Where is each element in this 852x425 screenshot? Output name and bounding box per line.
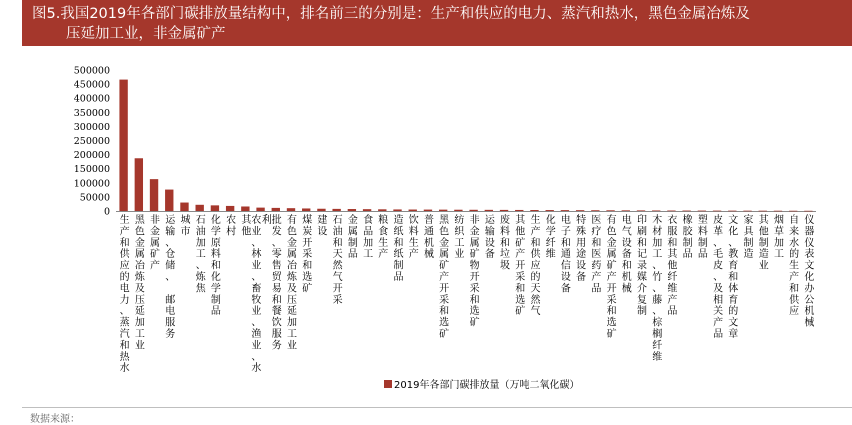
bar <box>469 210 477 211</box>
bar <box>485 210 493 211</box>
x-category-label: 仪器仪表文化办公机械 <box>804 215 815 329</box>
bar <box>165 190 173 211</box>
bar <box>637 210 645 211</box>
x-category-label: 化学原料和化学制品 <box>210 215 221 318</box>
y-tick-label: 300000 <box>73 121 110 133</box>
chart-title-line-2: 压延加工业，非金属矿产 <box>66 26 226 42</box>
bar <box>272 208 280 211</box>
bar <box>561 210 569 211</box>
bar <box>682 211 690 212</box>
y-tick-label: 500000 <box>73 65 110 77</box>
x-category-label: 衣服和其他纤维产品 <box>667 215 678 318</box>
bar <box>728 211 736 212</box>
x-category-label: 塑料制品 <box>697 215 708 261</box>
x-category-label: 印刷和记录媒介复制 <box>637 215 647 318</box>
y-tick-label: 150000 <box>73 164 110 176</box>
bar <box>759 211 767 212</box>
y-tick-label: 350000 <box>73 107 110 119</box>
y-tick-label: 0 <box>103 206 110 218</box>
x-category-label: 特殊用途设备 <box>576 215 587 283</box>
x-category-label: 文化、教育和体育的文章 <box>728 215 739 340</box>
bar <box>530 210 538 211</box>
legend-label: 2019年各部门碳排放量（万吨二氧化碳） <box>394 380 580 391</box>
bar <box>119 80 127 211</box>
bar <box>606 210 614 211</box>
bar <box>515 210 523 211</box>
x-category-label: 废料和垃圾 <box>500 215 511 272</box>
bar <box>332 209 340 211</box>
bar <box>180 203 188 211</box>
x-category-label: 食品加工 <box>363 215 374 261</box>
bar <box>591 210 599 211</box>
x-category-label: 有色金属矿产开采和选矿 <box>606 215 617 340</box>
x-category-label: 生产和供应的天然气 <box>530 215 541 318</box>
data-source-note: 数据来源： <box>30 414 80 425</box>
x-category-label: 农业、林业、畜牧业、渔业、水利 <box>251 215 272 375</box>
bar <box>789 211 797 212</box>
x-category-label: 批发、零售贸易和餐饮服务 <box>271 215 282 352</box>
bar <box>241 206 249 211</box>
x-category-label: 有色金属冶炼及压延加工业 <box>287 215 297 352</box>
x-category-label: 电子和通信设备 <box>560 215 571 295</box>
bar <box>500 210 508 211</box>
y-tick-label: 100000 <box>73 178 110 190</box>
x-category-label: 其他 <box>241 215 252 238</box>
bar <box>409 210 417 211</box>
x-category-label: 粮食生产 <box>378 215 389 261</box>
bar <box>302 208 310 211</box>
footer-divider <box>22 407 852 408</box>
bar <box>363 209 371 211</box>
bar <box>743 211 751 212</box>
x-category-label: 生产和供应的电力、蒸汽和热水 <box>119 215 130 375</box>
legend-swatch <box>384 380 392 388</box>
x-category-label: 其他矿产开采和选矿 <box>515 215 526 318</box>
legend <box>384 378 579 391</box>
bar <box>774 211 782 212</box>
y-tick-label: 250000 <box>73 136 110 147</box>
x-category-label: 运输、仓储、 邮电服务 <box>165 215 176 340</box>
bar <box>804 211 812 212</box>
bar-chart <box>0 46 852 408</box>
y-tick-label: 200000 <box>73 150 110 162</box>
bar <box>713 211 721 212</box>
x-category-label: 黑色金属冶炼及压延加工业 <box>134 215 145 352</box>
bar <box>667 211 675 212</box>
x-category-label: 非金属矿物开采和选矿 <box>469 215 480 329</box>
bar <box>150 179 158 211</box>
x-category-label: 化学纤维 <box>545 215 556 261</box>
bar <box>135 158 143 211</box>
chart-title-line-1: 图5.我国2019年各部门碳排放量结构中，排名前三的分别是：生产和供应的电力、蒸汽和热水，黑色金属冶炼及 <box>32 6 750 22</box>
bar <box>424 210 432 211</box>
bar <box>226 206 234 211</box>
bar <box>348 209 356 211</box>
x-category-label: 运输设备 <box>484 215 495 261</box>
x-category-label: 自来水的生产和供应 <box>789 215 800 318</box>
chart-title-bar <box>22 0 852 46</box>
bar <box>454 210 462 211</box>
bar <box>393 209 401 211</box>
x-category-label: 纺织工业 <box>454 215 465 261</box>
bar <box>622 210 630 211</box>
bar <box>439 210 447 211</box>
bar <box>576 210 584 211</box>
x-category-label: 橡胶制品 <box>682 215 693 261</box>
y-tick-label: 450000 <box>73 79 110 91</box>
bar <box>196 205 204 211</box>
x-category-label: 黑色金属矿产开采和选矿 <box>439 215 450 340</box>
y-tick-label: 400000 <box>73 93 110 105</box>
bar <box>287 208 295 211</box>
bar <box>546 210 554 211</box>
bar <box>317 209 325 211</box>
x-category-label: 其他制造业 <box>758 215 769 272</box>
x-category-label: 木材加工、竹、藤、棕榈纤维 <box>652 215 663 363</box>
x-category-label: 皮革、毛皮、及相关产品 <box>713 215 724 340</box>
y-tick-label: 50000 <box>79 192 110 204</box>
x-category-label: 石油和天然气开采 <box>332 215 343 306</box>
x-category-label: 城市 <box>180 215 191 238</box>
x-category-label: 非金属矿产 <box>150 215 161 272</box>
bar <box>211 205 219 211</box>
bar <box>256 208 264 211</box>
x-category-label: 金属制品 <box>347 215 358 261</box>
bar <box>652 210 660 211</box>
x-category-label: 煤炭开采和选矿 <box>302 215 313 295</box>
x-category-label: 饮料生产 <box>408 215 419 261</box>
x-category-label: 石油加工、炼焦 <box>195 215 206 295</box>
x-category-label: 造纸和纸制品 <box>393 215 404 283</box>
bar <box>378 209 386 211</box>
x-category-label: 建设 <box>317 215 328 238</box>
x-category-label: 农村 <box>226 215 237 238</box>
x-category-label: 家具制造 <box>743 215 754 261</box>
x-category-label: 烟草加工 <box>773 215 784 261</box>
x-category-label: 医疗和医药产品 <box>591 215 602 295</box>
x-category-label: 电气设备和机械 <box>621 215 632 295</box>
bar <box>698 211 706 212</box>
x-category-label: 普通机械 <box>423 215 434 261</box>
